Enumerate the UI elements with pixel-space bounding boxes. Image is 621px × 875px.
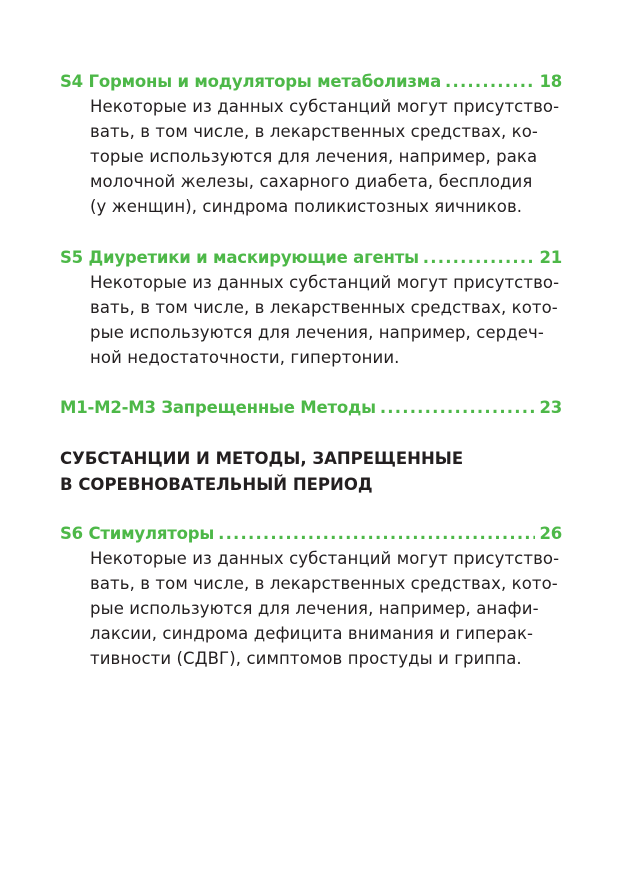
- toc-entry-link[interactable]: [60, 246, 562, 270]
- toc-entry-title: S4 Гормоны и модуляторы метаболизма: [60, 72, 442, 91]
- toc-entry-link[interactable]: [60, 396, 562, 420]
- toc-item-m1-m2-m3: [60, 396, 562, 420]
- description-line: молочной железы, сахарного диабета, бесплодия: [90, 172, 533, 191]
- toc-page-number: 18: [539, 72, 562, 91]
- toc-page-number: 23: [539, 398, 562, 417]
- description-line: вать, в том числе, в лекарственных средствах, ко-: [90, 122, 538, 141]
- toc-item-s4: [60, 70, 562, 219]
- toc-entry-description: [90, 546, 562, 671]
- section-heading-line: В СОРЕВНОВАТЕЛЬНЫЙ ПЕРИОД: [60, 475, 373, 494]
- dot-leader: [218, 522, 535, 546]
- description-line: вать, в том числе, в лекарственных средствах, кото-: [90, 574, 558, 593]
- toc-entry-title: M1-M2-M3 Запрещенные Методы: [60, 398, 376, 417]
- toc-item-s6: [60, 522, 562, 671]
- dot-leader: [445, 70, 535, 94]
- toc-entry-description: [90, 94, 562, 219]
- description-line: тивности (СДВГ), симптомов простуды и гриппа.: [90, 649, 522, 668]
- description-line: (у женщин), синдрома поликистозных яичников.: [90, 197, 523, 216]
- description-line: рые используются для лечения, например, анафи-: [90, 599, 539, 618]
- description-line: торые используются для лечения, например, рака: [90, 147, 538, 166]
- toc-page-number: 26: [539, 524, 562, 543]
- section-heading: [60, 446, 463, 498]
- toc-entry-title: S5 Диуретики и маскирующие агенты: [60, 248, 419, 267]
- description-line: Некоторые из данных субстанций могут присутство-: [90, 273, 560, 292]
- toc-entry-description: [90, 270, 562, 370]
- toc-item-s5: [60, 246, 562, 370]
- description-line: Некоторые из данных субстанций могут присутство-: [90, 549, 560, 568]
- description-line: Некоторые из данных субстанций могут присутство-: [90, 97, 560, 116]
- section-heading-line: СУБСТАНЦИИ И МЕТОДЫ, ЗАПРЕЩЕННЫЕ: [60, 449, 464, 468]
- toc-entry-link[interactable]: [60, 522, 562, 546]
- toc-entry-link[interactable]: [60, 70, 562, 94]
- description-line: ной недостаточности, гипертонии.: [90, 348, 400, 367]
- dot-leader: [380, 396, 536, 420]
- dot-leader: [423, 246, 536, 270]
- toc-entry-title: S6 Стимуляторы: [60, 524, 215, 543]
- description-line: рые используются для лечения, например, сердеч-: [90, 323, 544, 342]
- description-line: вать, в том числе, в лекарственных средствах, кото-: [90, 298, 558, 317]
- toc-page-number: 21: [539, 248, 562, 267]
- description-line: лаксии, синдрома дефицита внимания и гиперак-: [90, 624, 534, 643]
